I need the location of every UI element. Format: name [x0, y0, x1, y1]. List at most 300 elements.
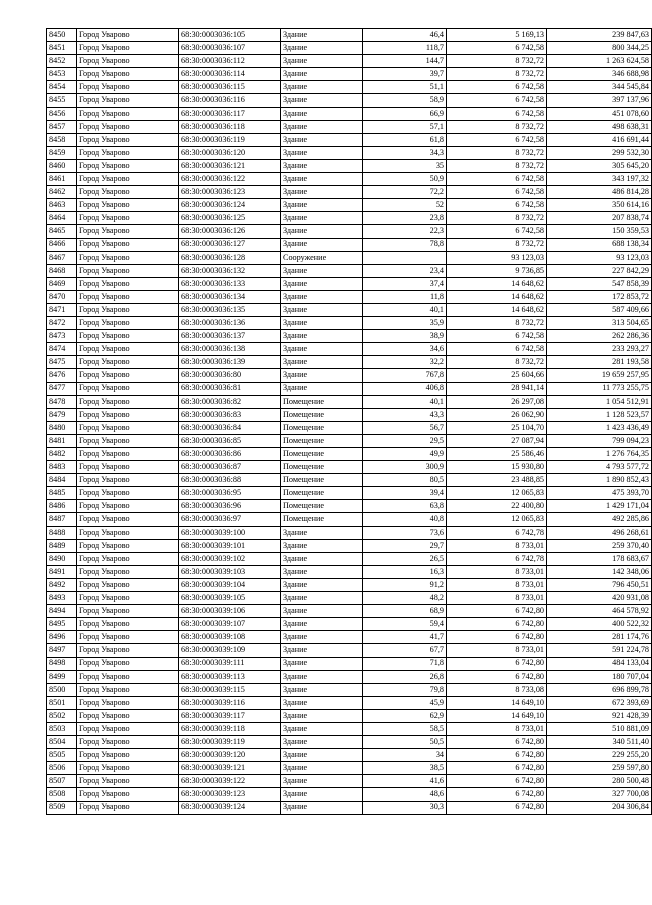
specific-value-cell: 8 732,72	[447, 68, 547, 81]
municipality-cell: Город Уварово	[77, 539, 179, 552]
object-type-cell: Здание	[281, 107, 363, 120]
table-row	[47, 55, 652, 68]
object-type-cell: Помещение	[281, 461, 363, 474]
row-number: 8494	[47, 605, 77, 618]
area-cell	[363, 251, 447, 264]
row-number: 8487	[47, 513, 77, 526]
specific-value-cell: 26 297,08	[447, 395, 547, 408]
cadastral-number-cell: 68:30:0003039:123	[179, 788, 281, 801]
municipality-cell: Город Уварово	[77, 408, 179, 421]
municipality-cell: Город Уварово	[77, 212, 179, 225]
object-type-cell: Здание	[281, 199, 363, 212]
cadastral-value-cell: 172 853,72	[547, 290, 652, 303]
cadastral-value-cell: 672 393,69	[547, 696, 652, 709]
row-number: 8473	[47, 330, 77, 343]
cadastral-value-cell: 204 306,84	[547, 801, 652, 814]
row-number: 8474	[47, 343, 77, 356]
object-type-cell: Здание	[281, 120, 363, 133]
row-number: 8490	[47, 552, 77, 565]
row-number: 8453	[47, 68, 77, 81]
municipality-cell: Город Уварово	[77, 749, 179, 762]
specific-value-cell: 6 742,80	[447, 775, 547, 788]
row-number: 8504	[47, 736, 77, 749]
object-type-cell: Здание	[281, 277, 363, 290]
object-type-cell: Здание	[281, 578, 363, 591]
table-row	[47, 801, 652, 814]
object-type-cell: Здание	[281, 29, 363, 42]
row-number: 8470	[47, 290, 77, 303]
row-number: 8464	[47, 212, 77, 225]
table-row	[47, 186, 652, 199]
municipality-cell: Город Уварово	[77, 421, 179, 434]
area-cell: 29,7	[363, 539, 447, 552]
specific-value-cell: 6 742,58	[447, 343, 547, 356]
municipality-cell: Город Уварово	[77, 225, 179, 238]
municipality-cell: Город Уварово	[77, 133, 179, 146]
row-number: 8461	[47, 173, 77, 186]
cadastral-value-cell: 227 842,29	[547, 264, 652, 277]
cadastral-value-cell: 400 522,32	[547, 618, 652, 631]
municipality-cell: Город Уварово	[77, 592, 179, 605]
specific-value-cell: 9 736,85	[447, 264, 547, 277]
cadastral-value-cell: 259 597,80	[547, 762, 652, 775]
cadastral-value-cell: 1 423 436,49	[547, 421, 652, 434]
area-cell: 118,7	[363, 42, 447, 55]
object-type-cell: Здание	[281, 55, 363, 68]
municipality-cell: Город Уварово	[77, 55, 179, 68]
cadastral-value-cell: 207 838,74	[547, 212, 652, 225]
object-type-cell: Здание	[281, 644, 363, 657]
specific-value-cell: 6 742,58	[447, 81, 547, 94]
cadastral-value-cell: 498 638,31	[547, 120, 652, 133]
cadastral-number-cell: 68:30:0003039:116	[179, 696, 281, 709]
cadastral-number-cell: 68:30:0003036:133	[179, 277, 281, 290]
row-number: 8456	[47, 107, 77, 120]
cadastral-value-cell: 11 773 255,75	[547, 382, 652, 395]
object-type-cell: Здание	[281, 592, 363, 605]
cadastral-value-cell: 180 707,04	[547, 670, 652, 683]
specific-value-cell: 28 941,14	[447, 382, 547, 395]
area-cell: 23,4	[363, 264, 447, 277]
object-type-cell: Здание	[281, 330, 363, 343]
table-row	[47, 434, 652, 447]
table-row	[47, 605, 652, 618]
municipality-cell: Город Уварово	[77, 526, 179, 539]
cadastral-number-cell: 68:30:0003036:95	[179, 487, 281, 500]
area-cell: 32,2	[363, 356, 447, 369]
area-cell: 34,3	[363, 146, 447, 159]
area-cell: 56,7	[363, 421, 447, 434]
specific-value-cell: 6 742,78	[447, 552, 547, 565]
row-number: 8457	[47, 120, 77, 133]
object-type-cell: Здание	[281, 238, 363, 251]
cadastral-value-cell: 4 793 577,72	[547, 461, 652, 474]
row-number: 8450	[47, 29, 77, 42]
area-cell: 38,9	[363, 330, 447, 343]
cadastral-number-cell: 68:30:0003039:101	[179, 539, 281, 552]
cadastral-value-cell: 1 429 171,04	[547, 500, 652, 513]
table-row	[47, 107, 652, 120]
cadastral-value-cell: 280 500,48	[547, 775, 652, 788]
area-cell: 67,7	[363, 644, 447, 657]
cadastral-number-cell: 68:30:0003036:107	[179, 42, 281, 55]
row-number: 8493	[47, 592, 77, 605]
row-number: 8501	[47, 696, 77, 709]
object-type-cell: Здание	[281, 749, 363, 762]
area-cell: 50,9	[363, 173, 447, 186]
table-row	[47, 709, 652, 722]
municipality-cell: Город Уварово	[77, 788, 179, 801]
cadastral-number-cell: 68:30:0003036:82	[179, 395, 281, 408]
row-number: 8477	[47, 382, 77, 395]
specific-value-cell: 8 732,72	[447, 120, 547, 133]
table-row	[47, 775, 652, 788]
cadastral-number-cell: 68:30:0003036:121	[179, 159, 281, 172]
specific-value-cell: 6 742,58	[447, 199, 547, 212]
cadastral-number-cell: 68:30:0003036:81	[179, 382, 281, 395]
cadastral-number-cell: 68:30:0003036:112	[179, 55, 281, 68]
specific-value-cell: 6 742,80	[447, 736, 547, 749]
area-cell: 73,6	[363, 526, 447, 539]
cadastral-number-cell: 68:30:0003039:122	[179, 775, 281, 788]
object-type-cell: Здание	[281, 68, 363, 81]
cadastral-number-cell: 68:30:0003039:103	[179, 565, 281, 578]
area-cell: 41,6	[363, 775, 447, 788]
specific-value-cell: 15 930,80	[447, 461, 547, 474]
specific-value-cell: 6 742,58	[447, 94, 547, 107]
specific-value-cell: 6 742,80	[447, 788, 547, 801]
specific-value-cell: 25 104,70	[447, 421, 547, 434]
municipality-cell: Город Уварово	[77, 696, 179, 709]
row-number: 8505	[47, 749, 77, 762]
municipality-cell: Город Уварово	[77, 565, 179, 578]
table-row	[47, 290, 652, 303]
cadastral-number-cell: 68:30:0003039:105	[179, 592, 281, 605]
specific-value-cell: 6 742,80	[447, 801, 547, 814]
table-row	[47, 395, 652, 408]
specific-value-cell: 6 742,78	[447, 526, 547, 539]
table-row	[47, 657, 652, 670]
municipality-cell: Город Уварово	[77, 199, 179, 212]
row-number: 8452	[47, 55, 77, 68]
cadastral-value-cell: 229 255,20	[547, 749, 652, 762]
object-type-cell: Здание	[281, 683, 363, 696]
specific-value-cell: 6 742,80	[447, 670, 547, 683]
cadastral-value-cell: 299 532,30	[547, 146, 652, 159]
area-cell: 91,2	[363, 578, 447, 591]
cadastral-value-cell: 93 123,03	[547, 251, 652, 264]
cadastral-value-cell: 475 393,70	[547, 487, 652, 500]
cadastral-value-cell: 340 511,40	[547, 736, 652, 749]
object-type-cell: Здание	[281, 264, 363, 277]
municipality-cell: Город Уварово	[77, 290, 179, 303]
table-row	[47, 578, 652, 591]
cadastral-number-cell: 68:30:0003036:84	[179, 421, 281, 434]
specific-value-cell: 6 742,80	[447, 631, 547, 644]
municipality-cell: Город Уварово	[77, 631, 179, 644]
table-row	[47, 448, 652, 461]
cadastral-number-cell: 68:30:0003039:124	[179, 801, 281, 814]
object-type-cell: Здание	[281, 382, 363, 395]
area-cell: 68,9	[363, 605, 447, 618]
municipality-cell: Город Уварово	[77, 277, 179, 290]
table-row	[47, 539, 652, 552]
object-type-cell: Здание	[281, 696, 363, 709]
cadastral-value-cell: 796 450,51	[547, 578, 652, 591]
cadastral-number-cell: 68:30:0003039:102	[179, 552, 281, 565]
cadastral-number-cell: 68:30:0003036:118	[179, 120, 281, 133]
object-type-cell: Здание	[281, 670, 363, 683]
cadastral-number-cell: 68:30:0003036:88	[179, 474, 281, 487]
specific-value-cell: 6 742,58	[447, 42, 547, 55]
municipality-cell: Город Уварово	[77, 434, 179, 447]
cadastral-value-cell: 800 344,25	[547, 42, 652, 55]
area-cell: 48,6	[363, 788, 447, 801]
municipality-cell: Город Уварово	[77, 605, 179, 618]
municipality-cell: Город Уварово	[77, 657, 179, 670]
cadastral-value-cell: 343 197,32	[547, 173, 652, 186]
row-number: 8475	[47, 356, 77, 369]
row-number: 8472	[47, 317, 77, 330]
cadastral-value-cell: 1 054 512,91	[547, 395, 652, 408]
municipality-cell: Город Уварово	[77, 251, 179, 264]
municipality-cell: Город Уварово	[77, 644, 179, 657]
object-type-cell: Здание	[281, 133, 363, 146]
table-row	[47, 696, 652, 709]
row-number: 8455	[47, 94, 77, 107]
object-type-cell: Здание	[281, 317, 363, 330]
cadastral-number-cell: 68:30:0003039:117	[179, 709, 281, 722]
area-cell: 51,1	[363, 81, 447, 94]
municipality-cell: Город Уварово	[77, 146, 179, 159]
specific-value-cell: 6 742,58	[447, 225, 547, 238]
table-row	[47, 343, 652, 356]
row-number: 8509	[47, 801, 77, 814]
cadastral-value-cell: 1 276 764,35	[547, 448, 652, 461]
object-type-cell: Здание	[281, 186, 363, 199]
cadastral-number-cell: 68:30:0003036:116	[179, 94, 281, 107]
municipality-cell: Город Уварово	[77, 461, 179, 474]
cadastral-number-cell: 68:30:0003036:127	[179, 238, 281, 251]
specific-value-cell: 6 742,58	[447, 133, 547, 146]
row-number: 8489	[47, 539, 77, 552]
table-row	[47, 238, 652, 251]
area-cell: 26,8	[363, 670, 447, 683]
specific-value-cell: 6 742,80	[447, 618, 547, 631]
row-number: 8480	[47, 421, 77, 434]
row-number: 8491	[47, 565, 77, 578]
cadastral-value-cell: 799 094,23	[547, 434, 652, 447]
table-row	[47, 565, 652, 578]
area-cell: 40,8	[363, 513, 447, 526]
cadastral-value-cell: 510 881,09	[547, 722, 652, 735]
cadastral-number-cell: 68:30:0003036:125	[179, 212, 281, 225]
area-cell: 34	[363, 749, 447, 762]
object-type-cell: Помещение	[281, 448, 363, 461]
table-row	[47, 618, 652, 631]
area-cell: 72,2	[363, 186, 447, 199]
cadastral-value-cell: 262 286,36	[547, 330, 652, 343]
cadastral-number-cell: 68:30:0003036:86	[179, 448, 281, 461]
specific-value-cell: 25 586,46	[447, 448, 547, 461]
object-type-cell: Здание	[281, 290, 363, 303]
specific-value-cell: 6 742,58	[447, 186, 547, 199]
table-row	[47, 277, 652, 290]
row-number: 8507	[47, 775, 77, 788]
specific-value-cell: 6 742,58	[447, 173, 547, 186]
cadastral-number-cell: 68:30:0003036:97	[179, 513, 281, 526]
cadastral-number-cell: 68:30:0003036:122	[179, 173, 281, 186]
row-number: 8495	[47, 618, 77, 631]
municipality-cell: Город Уварово	[77, 670, 179, 683]
municipality-cell: Город Уварово	[77, 120, 179, 133]
area-cell: 39,4	[363, 487, 447, 500]
table-row	[47, 487, 652, 500]
object-type-cell: Здание	[281, 605, 363, 618]
object-type-cell: Здание	[281, 225, 363, 238]
object-type-cell: Здание	[281, 631, 363, 644]
object-type-cell: Помещение	[281, 434, 363, 447]
municipality-cell: Город Уварово	[77, 81, 179, 94]
area-cell: 767,8	[363, 369, 447, 382]
specific-value-cell: 14 648,62	[447, 290, 547, 303]
object-type-cell: Здание	[281, 801, 363, 814]
object-type-cell: Помещение	[281, 421, 363, 434]
cadastral-number-cell: 68:30:0003039:113	[179, 670, 281, 683]
table-row	[47, 474, 652, 487]
table-row	[47, 722, 652, 735]
municipality-cell: Город Уварово	[77, 317, 179, 330]
specific-value-cell: 6 742,58	[447, 330, 547, 343]
cadastral-value-cell: 921 428,39	[547, 709, 652, 722]
municipality-cell: Город Уварово	[77, 264, 179, 277]
cadastral-value-cell: 547 858,39	[547, 277, 652, 290]
specific-value-cell: 12 065,83	[447, 513, 547, 526]
cadastral-value-cell: 587 409,66	[547, 303, 652, 316]
object-type-cell: Здание	[281, 146, 363, 159]
table-row	[47, 29, 652, 42]
municipality-cell: Город Уварово	[77, 736, 179, 749]
cadastral-number-cell: 68:30:0003039:121	[179, 762, 281, 775]
area-cell: 35	[363, 159, 447, 172]
row-number: 8492	[47, 578, 77, 591]
cadastral-value-cell: 397 137,96	[547, 94, 652, 107]
municipality-cell: Город Уварово	[77, 762, 179, 775]
row-number: 8454	[47, 81, 77, 94]
cadastral-number-cell: 68:30:0003036:132	[179, 264, 281, 277]
cadastral-number-cell: 68:30:0003036:136	[179, 317, 281, 330]
cadastral-number-cell: 68:30:0003036:114	[179, 68, 281, 81]
table-body	[47, 29, 652, 815]
table-row	[47, 631, 652, 644]
area-cell: 40,1	[363, 303, 447, 316]
cadastral-value-cell: 416 691,44	[547, 133, 652, 146]
row-number: 8466	[47, 238, 77, 251]
row-number: 8496	[47, 631, 77, 644]
cadastral-value-cell: 313 504,65	[547, 317, 652, 330]
cadastral-value-cell: 281 193,58	[547, 356, 652, 369]
area-cell: 22,3	[363, 225, 447, 238]
object-type-cell: Сооружение	[281, 251, 363, 264]
cadastral-value-cell: 486 814,28	[547, 186, 652, 199]
specific-value-cell: 6 742,58	[447, 107, 547, 120]
table-row	[47, 369, 652, 382]
table-row	[47, 749, 652, 762]
object-type-cell: Здание	[281, 539, 363, 552]
object-type-cell: Помещение	[281, 474, 363, 487]
cadastral-number-cell: 68:30:0003036:126	[179, 225, 281, 238]
area-cell: 61,8	[363, 133, 447, 146]
municipality-cell: Город Уварово	[77, 303, 179, 316]
area-cell: 38,5	[363, 762, 447, 775]
municipality-cell: Город Уварово	[77, 801, 179, 814]
cadastral-value-cell: 464 578,92	[547, 605, 652, 618]
cadastral-value-cell: 178 683,67	[547, 552, 652, 565]
table-row	[47, 251, 652, 264]
row-number: 8451	[47, 42, 77, 55]
cadastral-value-cell: 233 293,27	[547, 343, 652, 356]
cadastral-number-cell: 68:30:0003039:106	[179, 605, 281, 618]
table-row	[47, 94, 652, 107]
municipality-cell: Город Уварово	[77, 369, 179, 382]
row-number: 8469	[47, 277, 77, 290]
object-type-cell: Помещение	[281, 487, 363, 500]
object-type-cell: Здание	[281, 618, 363, 631]
area-cell: 48,2	[363, 592, 447, 605]
table-row	[47, 736, 652, 749]
row-number: 8484	[47, 474, 77, 487]
row-number: 8468	[47, 264, 77, 277]
row-number: 8497	[47, 644, 77, 657]
municipality-cell: Город Уварово	[77, 500, 179, 513]
specific-value-cell: 93 123,03	[447, 251, 547, 264]
table-row	[47, 159, 652, 172]
cadastral-number-cell: 68:30:0003036:135	[179, 303, 281, 316]
municipality-cell: Город Уварово	[77, 618, 179, 631]
object-type-cell: Помещение	[281, 395, 363, 408]
area-cell: 50,5	[363, 736, 447, 749]
row-number: 8471	[47, 303, 77, 316]
area-cell: 52	[363, 199, 447, 212]
cadastral-number-cell: 68:30:0003036:139	[179, 356, 281, 369]
specific-value-cell: 8 732,72	[447, 356, 547, 369]
area-cell: 45,9	[363, 696, 447, 709]
area-cell: 37,4	[363, 277, 447, 290]
cadastral-number-cell: 68:30:0003039:115	[179, 683, 281, 696]
row-number: 8458	[47, 133, 77, 146]
municipality-cell: Город Уварово	[77, 382, 179, 395]
cadastral-value-cell: 492 285,86	[547, 513, 652, 526]
table-row	[47, 788, 652, 801]
area-cell: 34,6	[363, 343, 447, 356]
object-type-cell: Здание	[281, 722, 363, 735]
municipality-cell: Город Уварово	[77, 722, 179, 735]
row-number: 8482	[47, 448, 77, 461]
table-row	[47, 461, 652, 474]
specific-value-cell: 14 649,10	[447, 709, 547, 722]
table-row	[47, 421, 652, 434]
area-cell: 40,1	[363, 395, 447, 408]
municipality-cell: Город Уварово	[77, 29, 179, 42]
cadastral-number-cell: 68:30:0003036:85	[179, 434, 281, 447]
area-cell: 57,1	[363, 120, 447, 133]
table-row	[47, 382, 652, 395]
specific-value-cell: 8 733,01	[447, 644, 547, 657]
cadastral-value-cell: 239 847,63	[547, 29, 652, 42]
cadastral-value-cell: 346 688,98	[547, 68, 652, 81]
cadastral-number-cell: 68:30:0003036:117	[179, 107, 281, 120]
object-type-cell: Здание	[281, 657, 363, 670]
